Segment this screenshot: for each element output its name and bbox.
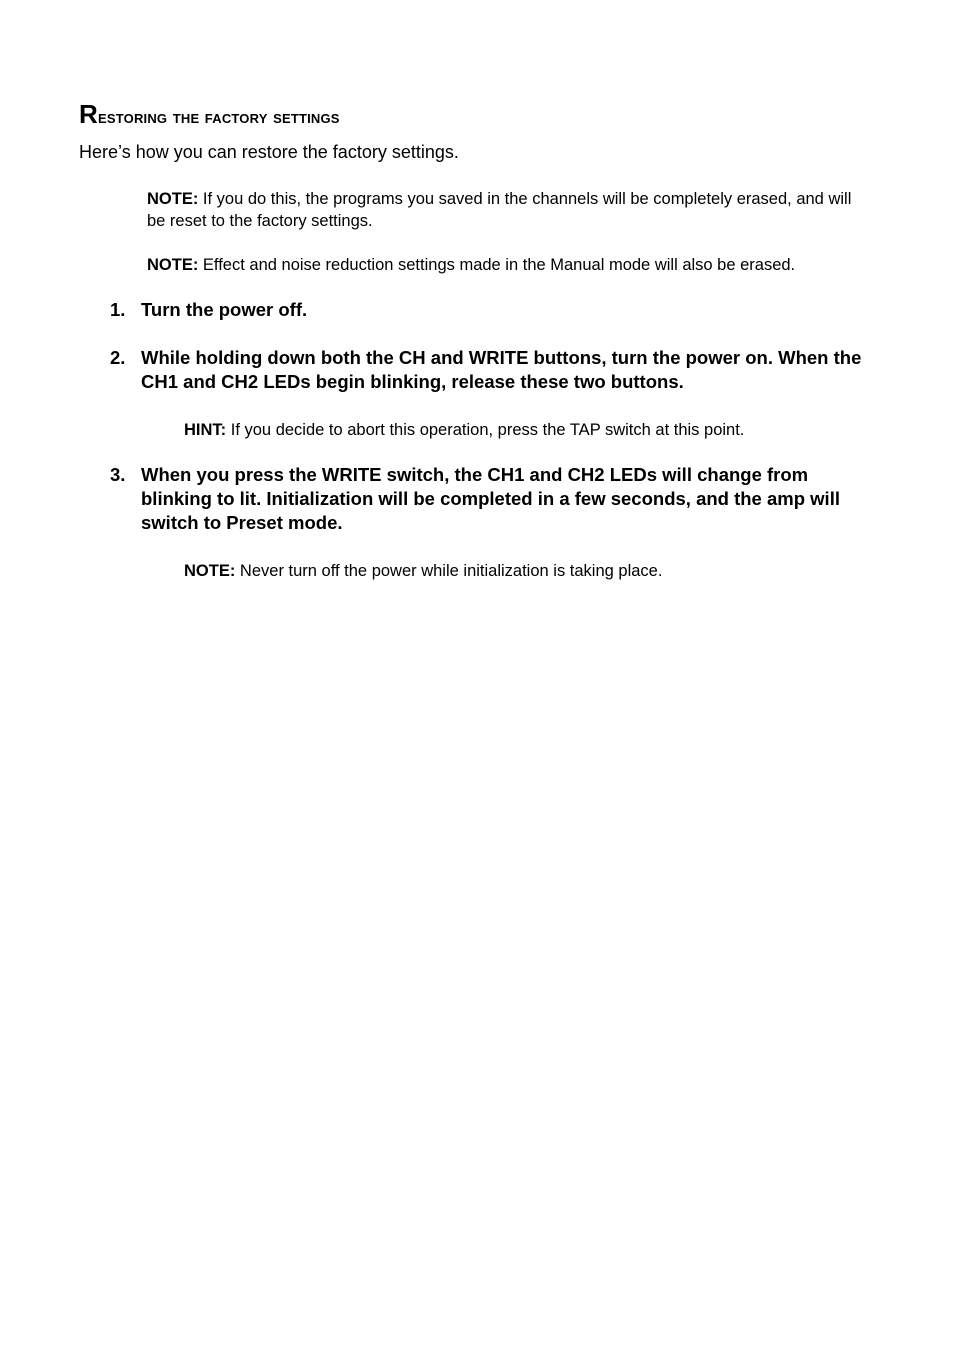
step-number: 2.	[110, 347, 126, 368]
hint-label: HINT:	[184, 421, 227, 439]
step-3	[110, 463, 880, 535]
note-programs-erased	[147, 188, 872, 232]
intro-text: Here’s how you can restore the factory settings.	[79, 142, 459, 162]
step-2	[110, 346, 870, 394]
section-heading	[79, 97, 340, 135]
hint-abort-operation	[184, 419, 744, 441]
step-text: While holding down both the CH and WRITE buttons, turn the power on. When the CH1 and CH2 LEDs begin blinking, release these two buttons.	[141, 347, 862, 392]
note-label: NOTE:	[184, 562, 236, 580]
note-text: If you do this, the programs you saved in the channels will be completely erased, and will be reset to the factory settings.	[147, 190, 852, 230]
step-1	[110, 298, 870, 322]
step-text: Turn the power off.	[141, 299, 308, 320]
heading-rest: estoring the factory settings	[97, 107, 340, 128]
note-text: Never turn off the power while initialization is taking place.	[235, 562, 663, 580]
note-label: NOTE:	[147, 190, 199, 208]
note-text: Effect and noise reduction settings made in the Manual mode will also be erased.	[198, 256, 796, 274]
step-number: 1.	[110, 299, 126, 320]
step-text: When you press the WRITE switch, the CH1 and CH2 LEDs will change from blinking to lit. Initialization will be completed in a few seconds, and the amp will switch to Preset mode.	[141, 464, 840, 533]
note-effect-settings-erased	[147, 254, 887, 276]
hint-text: If you decide to abort this operation, press the TAP switch at this point.	[226, 421, 745, 439]
note-do-not-power-off	[184, 560, 662, 582]
heading-initial: R	[79, 99, 98, 129]
step-number: 3.	[110, 464, 126, 485]
note-label: NOTE:	[147, 256, 199, 274]
